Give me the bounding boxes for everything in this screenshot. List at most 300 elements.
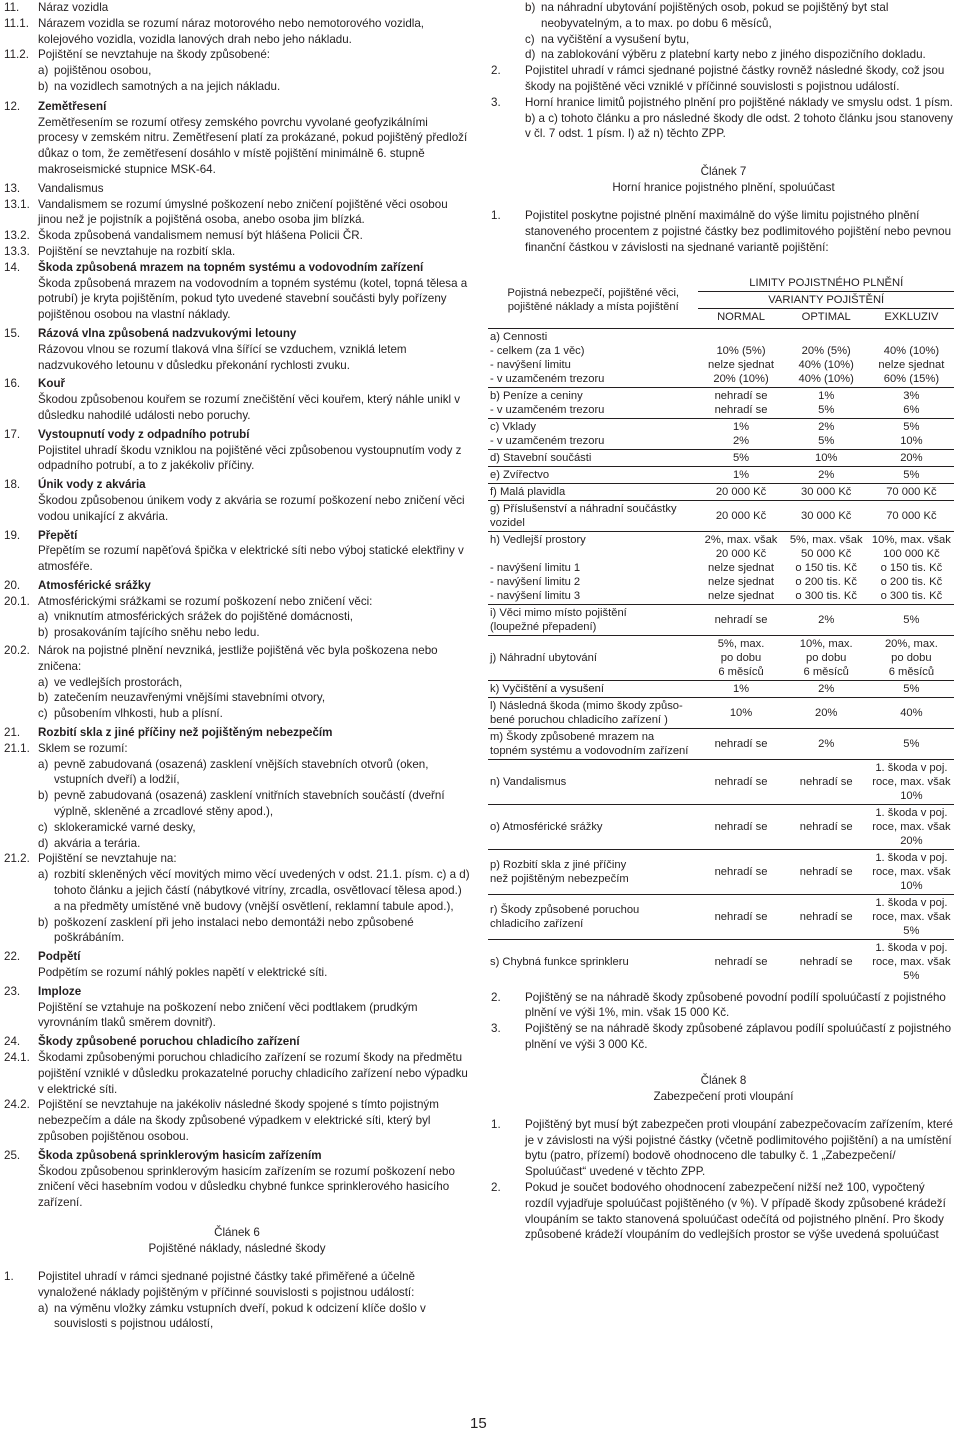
cell-line: 5% (903, 420, 920, 433)
article-8-para-1 (491, 1117, 956, 1180)
table-cell-value (869, 804, 954, 849)
table-header-row (488, 272, 954, 292)
section-title: Imploze (38, 984, 82, 998)
section-text: Škoda způsobená vandalismem nemusí být hlášena Policii ČR. (38, 229, 363, 243)
table-cell-category (488, 387, 698, 418)
section-18 (4, 477, 470, 524)
cell-line: 5%, max. však (789, 533, 863, 546)
section-title: Rázová vlna způsobená nadzvukovými letouny (38, 326, 297, 340)
cell-line: 5% (903, 613, 920, 626)
table-cell-category (488, 531, 698, 604)
cell-line: 10% (5%) (716, 344, 766, 357)
cell-line: f) Malá plavidla (490, 485, 566, 498)
cell-line: 6 měsíců (888, 665, 935, 678)
cell-line: 5%, max. (717, 637, 765, 650)
cell-line: vozidel (490, 516, 525, 529)
section-15 (4, 326, 470, 373)
list-item: b) pevně zabudovaná (osazená) zasklení vnitřních stavebních součástí (dveřní výplně, skleněné a zrcadlové stěny apod.), (38, 789, 445, 819)
cell-line: 20% (814, 706, 838, 719)
article-6-para-2 (491, 63, 956, 95)
cell-line: o 150 tis. Kč (880, 561, 943, 574)
section-text: Škodou způsobenou únikem vody z akvária se rozumí poškození nebo zničení věci vodou unikající z akvária. (38, 493, 465, 523)
section-22 (4, 949, 470, 981)
cell-line: 5% (818, 403, 835, 416)
table-cell-value (869, 759, 954, 804)
table-cell-value (784, 697, 869, 728)
table-cell-value (869, 531, 954, 604)
cell-line: 5% (818, 434, 835, 447)
list-item: a) na výměnu vložky zámku vstupních dveří, pokud k odcizení klíče došlo v souvislosti s pojistnou událostí, (38, 1301, 426, 1331)
table-cell-value (698, 635, 783, 680)
section-title: Únik vody z akvária (38, 478, 146, 492)
section-12 (4, 99, 470, 178)
cell-line: 20 000 Kč (715, 509, 767, 522)
table-row (488, 635, 954, 680)
table-cell-category (488, 328, 698, 387)
cell-line: 10% (900, 434, 923, 447)
cell-line: - v uzamčeném trezoru (490, 434, 605, 447)
page-number: 15 (470, 1415, 487, 1432)
section-21-1 (4, 741, 470, 852)
section-text: Vandalismem se rozumí úmyslné poškození nebo zničení pojištěné věci osobou jinou než je pojistník a pojištěná osoba, anebo osoba jim blízká. (38, 197, 448, 227)
cell-line: chladicího zařízení (490, 917, 584, 930)
section-text: Rázovou vlnou se rozumí tlaková vlna šířící se vzduchem, vzniklá letem nadzvukového letounu v důsledku překonání rychlosti zvuku. (38, 342, 407, 372)
table-header-variant: EXKLUZIV (869, 308, 954, 328)
section-number: 13.1. (4, 197, 30, 211)
table-cell-value (784, 894, 869, 939)
cell-line: bené poruchou chladicího zařízení ) (490, 713, 668, 726)
cell-line: 2%, max. však (704, 533, 778, 546)
table-cell-value (698, 531, 783, 604)
cell-line: 5% (903, 737, 920, 750)
cell-line: 1% (732, 420, 750, 433)
list-item: c) působením vlhkosti, hub a plísní. (38, 707, 223, 721)
cell-line: o 300 tis. Kč (880, 589, 943, 602)
section-13-3 (4, 244, 470, 260)
section-17 (4, 427, 470, 474)
table-header-category: Pojistná nebezpečí, pojištěné věci, pojištěné náklady a místa pojištění (507, 286, 680, 313)
section-text: Pojištění se nevztahuje na škody způsobené: (38, 48, 271, 62)
section-text: Nárok na pojistné plnění nevzniká, jestliže pojištěná věc byla poškozena nebo zničena: (38, 644, 438, 673)
cell-line: - v uzamčeném trezoru (490, 372, 605, 385)
section-number: 21.2. (4, 852, 30, 866)
article-6-para-3 (491, 95, 956, 142)
cell-line: 5% (903, 682, 920, 695)
table-cell-category (488, 939, 698, 984)
cell-line: 20%, max. (884, 637, 938, 650)
section-title: Náraz vozidla (38, 1, 109, 14)
article-7-para-3 (491, 1021, 956, 1053)
cell-line: 6 měsíců (718, 665, 764, 678)
section-text: Pojistitel poskytne pojistné plnění maximálně do výše limitu pojistného plnění stanoveného procentem z pojistné částky bez podlimitového pojištění nebo pevnou finanční částkou v závislosti na sjednané variantě pojištění: (525, 209, 952, 254)
table-cell-value (698, 449, 783, 466)
table-row (488, 604, 954, 635)
cell-line: 30 000 Kč (801, 509, 852, 522)
cell-line: 3% (903, 389, 920, 402)
list-item: b) na náhradní ubytování pojištěných osob, pokud se pojištěný byt stal neobyvatelným, a to max. po dobu 6 měsíců, (525, 1, 889, 30)
table-cell-value (784, 328, 869, 387)
article-8-heading (491, 1073, 956, 1105)
cell-line: 10% (900, 789, 923, 802)
cell-line: - celkem (za 1 věc) (490, 344, 585, 357)
table-cell-value (784, 728, 869, 759)
section-text: Pojištění se nevztahuje na: (38, 852, 177, 866)
table-cell-value (784, 466, 869, 483)
cell-line: nehradí se (799, 775, 853, 788)
table-cell-value (698, 500, 783, 531)
cell-line: 30 000 Kč (801, 485, 852, 498)
cell-line: 40% (10%) (798, 358, 854, 371)
table-row (488, 483, 954, 500)
cell-line: 40% (10%) (883, 344, 940, 357)
cell-line: nehradí se (714, 389, 768, 402)
cell-line: 1. škoda v poj. (875, 896, 948, 909)
section-text: Pojištění se nevztahuje na jakékoliv následné škody spojené s tímto pojistným nebezpečím a dále na škody způsobené výpadkem v elektrické síti, který byl způsoben pojištěnou osobou. (38, 1098, 439, 1143)
cell-line: r) Škody způsobené poruchou (490, 903, 640, 916)
cell-line: - navýšení limitu 2 (490, 575, 581, 588)
table-cell-value (698, 466, 783, 483)
table-cell-value (869, 418, 954, 449)
article-6-para-1-continued (491, 0, 956, 63)
cell-line: - v uzamčeném trezoru (490, 403, 605, 416)
article-8-para-2 (491, 1180, 956, 1243)
section-title: Přepětí (38, 528, 78, 542)
section-number: 2. (491, 1180, 501, 1194)
cell-line: 20% (900, 834, 923, 847)
section-number: 19. (4, 528, 21, 542)
limits-table-wrapper (491, 272, 956, 984)
table-cell-category (488, 418, 698, 449)
cell-line: topném systému a vodovodním zařízení (490, 744, 689, 757)
section-title: Škoda způsobená sprinklerovým hasicím zařízením (38, 1148, 322, 1162)
section-19 (4, 528, 470, 575)
cell-line: c) Vklady (490, 420, 537, 433)
section-number: 13. (4, 181, 21, 195)
cell-line: 1. škoda v poj. (875, 851, 948, 864)
cell-line: roce, max. však (872, 910, 951, 923)
cell-line (700, 330, 781, 344)
section-number: 22. (4, 950, 21, 964)
article-number: Článek 7 (700, 165, 747, 179)
list-item: a) vniknutím atmosférických srážek do pojištěné domácnosti, (38, 610, 353, 624)
section-number: 11.1. (4, 16, 29, 30)
cell-line: o 200 tis. Kč (795, 575, 857, 588)
section-number: 24. (4, 1035, 21, 1049)
section-number: 2. (491, 64, 501, 78)
section-text: Pojištěný se na náhradě škody způsobené záplavou podílí spoluúčastí z pojistného plnění ve výši 3 000 Kč. (525, 1022, 952, 1051)
section-text: Pokud je součet bodového ohodnocení zabezpečení nižší než 100, vypočtený rozdíl vyjadřuje spoluúčast pojištěného (v %). V případě škody způsobené krádeží vloupáním se takto stanovená spoluúčast odečítá od pojistného plnění. Pro škody způsobené krádeží vloupáním do vedlejších prostor se výše uvedená spoluúčast (525, 1180, 946, 1242)
cell-line: 20 000 Kč (715, 485, 767, 498)
section-text: Přepětím se rozumí napěťová špička v elektrické síti nebo výboj statické elektřiny v atmosféře. (38, 544, 464, 574)
table-cell-value (869, 680, 954, 697)
section-number: 21. (4, 726, 21, 740)
cell-line: 2% (818, 737, 835, 750)
section-title: Kouř (38, 377, 66, 391)
table-header-variants: VARIANTY POJIŠTĚNÍ (698, 291, 954, 308)
cell-line: 2% (818, 420, 835, 433)
section-number: 20. (4, 578, 21, 592)
section-title: Vystoupnutí vody z odpadního potrubí (38, 427, 250, 441)
section-number: 13.3. (4, 244, 30, 258)
table-cell-value (784, 500, 869, 531)
table-cell-value (698, 804, 783, 849)
cell-line: nelze sjednat (708, 575, 774, 588)
cell-line (786, 330, 867, 344)
cell-line: nehradí se (799, 910, 853, 923)
section-title: Rozbití skla z jiné příčiny než pojištěným nebezpečím (38, 726, 333, 740)
cell-line: h) Vedlejší prostory (490, 533, 586, 546)
section-number: 20.2. (4, 644, 30, 658)
cell-line: 5% (732, 451, 750, 464)
cell-line: 60% (15%) (883, 372, 940, 385)
cell-line: l) Následná škoda (mimo škody způso- (490, 699, 683, 712)
section-20-1 (4, 594, 470, 641)
list-item: c) na vyčištění a vysušení bytu, (525, 32, 690, 46)
section-number: 1. (491, 1117, 501, 1131)
section-23 (4, 984, 470, 1031)
table-cell-value (869, 894, 954, 939)
table-row (488, 466, 954, 483)
cell-line: nehradí se (714, 737, 768, 750)
cell-line: roce, max. však (872, 820, 951, 833)
cell-line: i) Věci mimo místo pojištění (490, 606, 627, 619)
section-number: 17. (4, 427, 21, 441)
cell-line: g) Příslušenství a náhradní součástky (490, 502, 677, 515)
section-number: 12. (4, 99, 21, 113)
list-item: a) pevně zabudovaná (osazená) zasklení vnějších stavebních otvorů (oken, vstupních dveří) a lodžií, (38, 757, 429, 787)
table-cell-category (488, 466, 698, 483)
section-number: 21.1. (4, 741, 30, 755)
section-13-1 (4, 197, 470, 229)
cell-line: roce, max. však (872, 865, 951, 878)
cell-line: nehradí se (714, 955, 768, 968)
cell-line: 20% (900, 451, 923, 464)
cell-line: j) Náhradní ubytování (490, 651, 597, 664)
section-number: 1. (491, 209, 501, 223)
cell-line: m) Škody způsobené mrazem na (490, 730, 655, 743)
section-text: Nárazem vozidla se rozumí náraz motorového nebo nemotorového vozidla, kolejového vozidla, vozidla lanových drah nebo jeho nákladu. (38, 16, 425, 46)
section-text: Pojistitel uhradí v rámci sjednané pojistné částky také přiměřené a účelně vynaložené náklady pojištěným v příčinné souvislosti s pojistnou událostí: (38, 1269, 415, 1299)
section-number: 18. (4, 478, 21, 492)
section-20-2 (4, 643, 470, 722)
cell-line: nehradí se (714, 403, 768, 416)
cell-line: - navýšení limitu (490, 358, 571, 371)
section-16 (4, 376, 470, 423)
article-6-heading (4, 1225, 470, 1257)
section-text: Zemětřesením se rozumí otřesy zemského povrchu vyvolané geofyzikálními procesy v zemském nitru. Zemětřesení platí za prokázané, pokud pojištěný předloží důkaz o tom, že zemětřesení dosáhlo v místě pojištění minimálně 6. stupně makroseismické stupnice MSK-64. (38, 115, 468, 176)
section-24-2 (4, 1097, 470, 1144)
table-row (488, 759, 954, 804)
section-text: Pojištění se nevztahuje na rozbití skla. (38, 244, 236, 258)
article-title: Horní hranice pojistného plnění, spoluúčast (612, 181, 835, 195)
section-text: Pojistitel uhradí v rámci sjednané pojistné částky rovněž následné škody, což jsou škody na pojištěné věci vzniklé v příčinné souvislosti s pojistnou událostí. (525, 64, 945, 93)
list-item: b) zatečením neuzavřenými vnějšími stavebními otvory, (38, 691, 326, 705)
table-row (488, 849, 954, 894)
section-21-2 (4, 851, 470, 946)
cell-line: 1% (732, 468, 750, 481)
section-number: 11. (4, 1, 20, 14)
table-cell-value (698, 894, 783, 939)
section-number: 24.2. (4, 1098, 30, 1112)
table-cell-value (869, 849, 954, 894)
table-row (488, 418, 954, 449)
left-column (4, 0, 470, 1332)
table-cell-value (698, 728, 783, 759)
table-cell-value (784, 387, 869, 418)
article-number: Článek 6 (214, 1225, 260, 1239)
section-title: Vandalismus (38, 181, 104, 195)
cell-line: nehradí se (714, 910, 768, 923)
table-row (488, 728, 954, 759)
section-number: 25. (4, 1148, 21, 1162)
section-text: Škodami způsobenými poruchou chladicího zařízení se rozumí škody na předmětu pojištění vzniklé v důsledku prokazatelné poruchy chladicího zařízení nebo výpadku v elektrické síti. (38, 1051, 468, 1096)
table-cell-value (869, 387, 954, 418)
cell-line: 5% (903, 468, 920, 481)
article-number: Článek 8 (700, 1073, 747, 1087)
cell-line (871, 330, 952, 344)
section-number: 14. (4, 260, 21, 274)
cell-line: (loupežné přepadení) (490, 620, 597, 633)
table-cell-value (784, 759, 869, 804)
section-number: 16. (4, 377, 21, 391)
section-text: Horní hranice limitů pojistného plnění pro pojištěné náklady ve smyslu odst. 1 písm. b) a c) tohoto článku a pro následné škody dle odst. 2 tohoto článku jsou stanoveny v čl. 7 odst. 1 písm. l) až n) těchto ZPP. (525, 95, 953, 141)
table-cell-category (488, 759, 698, 804)
table-cell-value (784, 849, 869, 894)
section-13-2 (4, 228, 470, 244)
table-header-variant: OPTIMAL (784, 308, 869, 328)
cell-line: 10%, max. však (871, 533, 951, 546)
section-21 (4, 725, 470, 741)
table-cell-value (784, 604, 869, 635)
cell-line: 70 000 Kč (886, 485, 937, 498)
cell-line: nelze sjednat (708, 358, 774, 371)
table-cell-value (869, 697, 954, 728)
cell-line: nelze sjednat (878, 358, 945, 371)
table-cell-value (869, 728, 954, 759)
cell-line: 10%, max. (799, 637, 853, 650)
table-row (488, 449, 954, 466)
section-number: 15. (4, 326, 21, 340)
cell-line: d) Stavební součásti (490, 451, 592, 464)
cell-line: e) Zvířectvo (490, 468, 550, 481)
list-item: a) pojištěnou osobou, (38, 64, 152, 78)
table-cell-value (869, 328, 954, 387)
table-row (488, 387, 954, 418)
section-24 (4, 1034, 470, 1050)
table-cell-value (869, 604, 954, 635)
article-7-para-2 (491, 990, 956, 1022)
table-cell-value (869, 500, 954, 531)
list-item: b) poškození zasklení při jeho instalaci nebo demontáži nebo způsobené poškrábáním. (38, 915, 414, 945)
cell-line: 10% (900, 879, 923, 892)
cell-line: n) Vandalismus (490, 775, 567, 788)
article-6-para-1 (4, 1269, 470, 1332)
section-number: 20.1. (4, 594, 30, 608)
cell-line: 1% (732, 682, 750, 695)
cell-line: roce, max. však (872, 775, 951, 788)
cell-line: 1% (818, 389, 835, 402)
table-cell-value (784, 483, 869, 500)
table-cell-value (784, 418, 869, 449)
cell-line: 70 000 Kč (886, 509, 937, 522)
list-item: b) na vozidlech samotných a na jejich nákladu. (38, 79, 281, 93)
section-text: Pojištěný byt musí být zabezpečen proti vloupání zabezpečovacím zařízením, které je v závislosti na výši pojistné částky (včetně podlimitového pojištění) a na umístění bytu (patro, přízemí) bodově ohodnoceno dle tabulky č. 1 „Zabezpečení/ Spoluúčast“ uvedené v těchto ZPP. (525, 1117, 953, 1179)
section-number: 1. (4, 1269, 14, 1283)
cell-line: o 150 tis. Kč (795, 561, 857, 574)
section-number: 24.1. (4, 1051, 30, 1064)
table-row (488, 328, 954, 387)
section-11 (4, 0, 470, 16)
table-cell-category (488, 849, 698, 894)
table-header-variant: NORMAL (698, 308, 783, 328)
list-item: d) akvária a terária. (38, 836, 141, 850)
section-number: 11.2. (4, 48, 29, 62)
section-20 (4, 578, 470, 594)
section-text: Pojištění se vztahuje na poškození nebo zničení věci podtlakem (prudkým vyrovnáním tlaků směrem dovnitř). (38, 1000, 418, 1030)
section-number: 3. (491, 1022, 501, 1036)
article-title: Pojištěné náklady, následné škody (148, 1241, 326, 1255)
list-item: a) ve vedlejších prostorách, (38, 675, 183, 689)
cell-line: 100 000 Kč (883, 547, 940, 560)
cell-line: 1. škoda v poj. (875, 941, 948, 954)
table-cell-value (784, 804, 869, 849)
table-cell-category (488, 697, 698, 728)
table-cell-value (869, 483, 954, 500)
cell-line: po dobu (720, 651, 762, 664)
cell-line: nehradí se (714, 775, 768, 788)
section-text: Pojistitel uhradí škodu vzniklou na pojištěné věci způsobenou vystoupnutím vody z odpadního potrubí, a to z jakékoliv příčiny. (38, 443, 462, 473)
cell-line: nehradí se (799, 865, 853, 878)
table-cell-value (698, 604, 783, 635)
cell-line: 10% (729, 706, 753, 719)
cell-line: 10% (814, 451, 838, 464)
section-text: Škodou způsobenou sprinklerovým hasicím zařízením se rozumí poškození nebo zničení věci hasebním vodou v důsledku chybné funkce sprinklerového hasicího zařízení. (38, 1164, 455, 1210)
table-cell-value (698, 939, 783, 984)
cell-line: 1. škoda v poj. (875, 806, 948, 819)
cell-line: o 300 tis. Kč (795, 589, 857, 602)
table-cell-category (488, 635, 698, 680)
cell-line: 6 měsíců (803, 665, 849, 678)
cell-line: nehradí se (714, 613, 768, 626)
cell-line: roce, max. však (872, 955, 951, 968)
section-text: Škoda způsobená mrazem na vodovodním a topném systému (kotel, topná tělesa a potrubí) je kryta pojištěním, pokud tyto uvedené stavební součásti byly pořízeny pojištěnou osobou na vlastní náklady. (38, 276, 468, 322)
table-row (488, 500, 954, 531)
section-title: Atmosférické srážky (38, 578, 151, 592)
table-cell-category (488, 449, 698, 466)
table-cell-value (784, 449, 869, 466)
cell-line: p) Rozbití skla z jiné příčiny (490, 858, 627, 871)
cell-line: 40% (900, 706, 923, 719)
section-11-1 (4, 16, 470, 48)
cell-line: s) Chybná funkce sprinkleru (490, 955, 629, 968)
cell-line (490, 547, 696, 561)
cell-line: po dobu (891, 651, 932, 664)
table-cell-category (488, 728, 698, 759)
section-number: 2. (491, 990, 501, 1004)
table-row (488, 804, 954, 849)
cell-line: 2% (818, 468, 835, 481)
section-text: Škodou způsobenou kouřem se rozumí znečištění věci kouřem, který náhle unikl v důsledku nahodilé události nebo poruchy. (38, 393, 461, 422)
table-row (488, 894, 954, 939)
table-cell-value (784, 531, 869, 604)
table-cell-category (488, 680, 698, 697)
table-cell-category (488, 500, 698, 531)
table-header-limits: LIMITY POJISTNÉHO PLNĚNÍ (749, 276, 904, 289)
cell-line: nelze sjednat (708, 561, 774, 574)
table-cell-value (698, 483, 783, 500)
cell-line: 40% (10%) (798, 372, 854, 385)
table-cell-category (488, 604, 698, 635)
